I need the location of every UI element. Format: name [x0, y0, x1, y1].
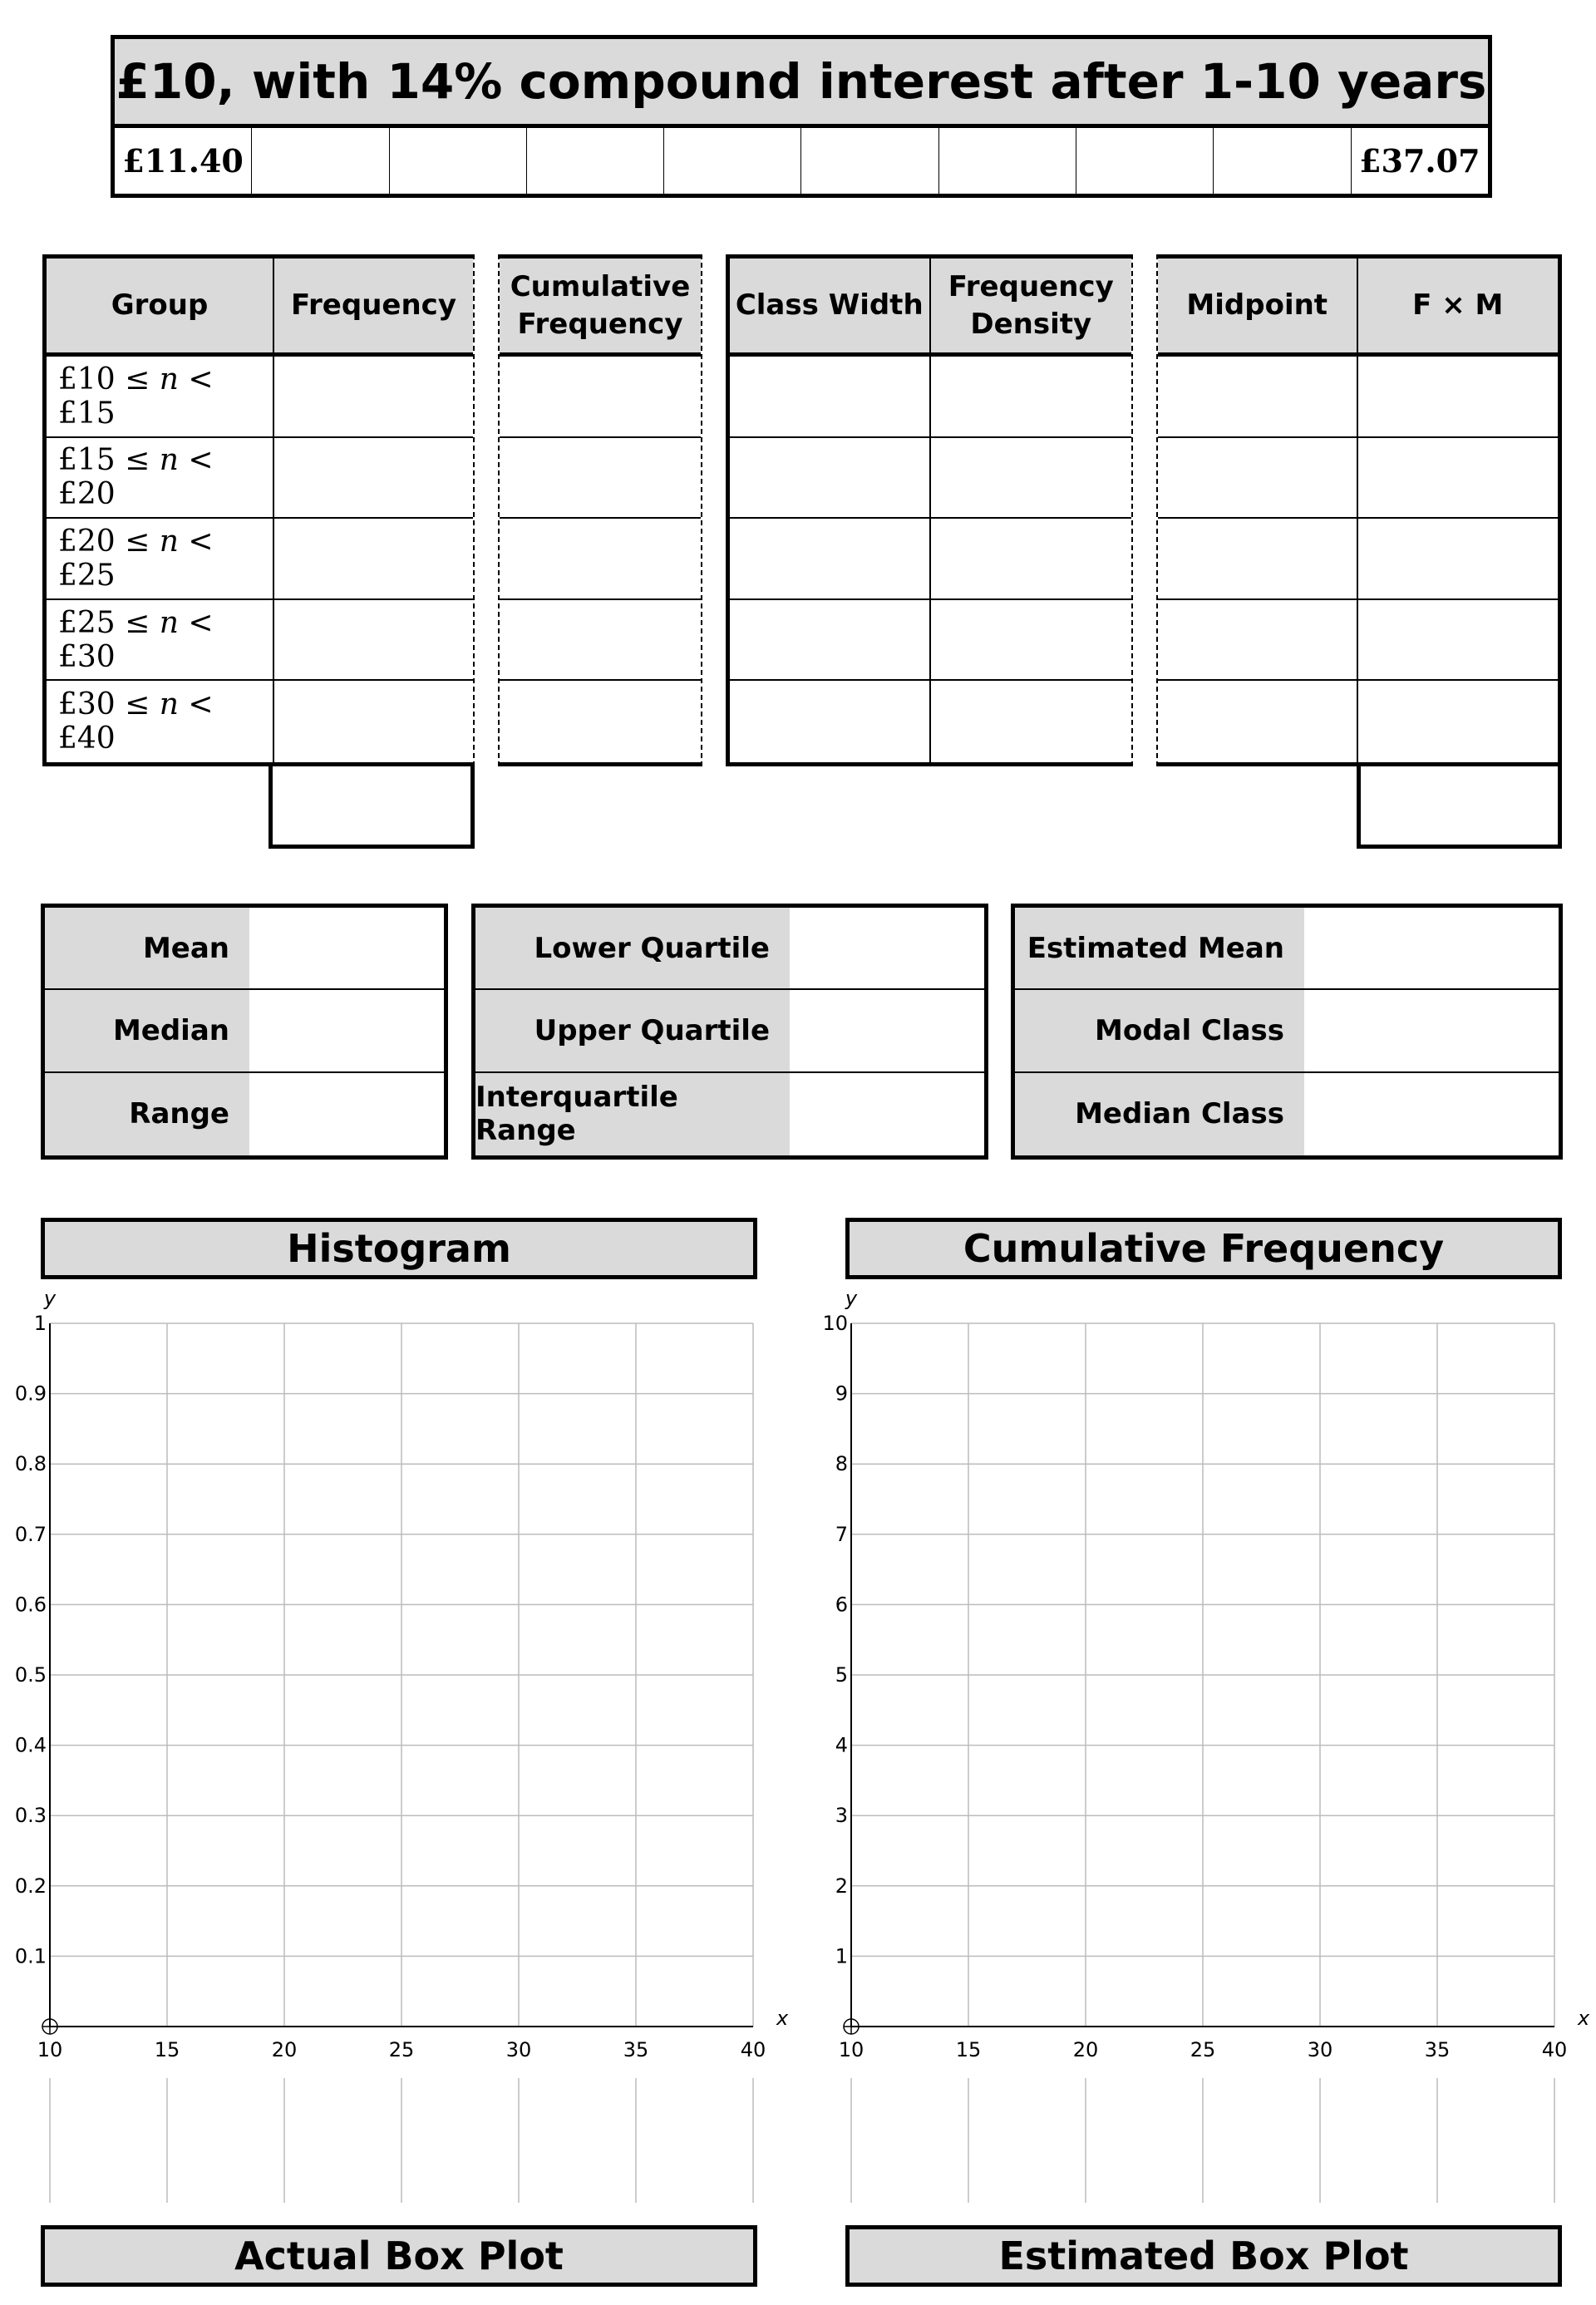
x-tick-label: 40 [1541, 2038, 1568, 2061]
stat-label-median: Median [45, 990, 249, 1072]
group-label: £20 ≤ 𝑛 < £25 [47, 519, 274, 600]
y-axis-label: y [845, 1287, 858, 1310]
stat-value-median[interactable] [249, 990, 444, 1072]
fxm-cell[interactable] [1358, 438, 1559, 520]
y-tick-label: 7 [835, 1522, 848, 1546]
y-tick-label: 0.4 [14, 1733, 47, 1757]
sequence-cell[interactable] [527, 128, 664, 194]
density-cell[interactable] [931, 681, 1132, 762]
y-tick-label: 1 [33, 1312, 47, 1335]
midpoint-cell[interactable] [1158, 519, 1358, 600]
header-frequency-density [931, 259, 1132, 357]
x-tick-label: 35 [1424, 2038, 1451, 2061]
y-tick-label: 5 [835, 1663, 848, 1687]
midpoint-cell[interactable] [1158, 438, 1358, 520]
histogram-title: Histogram [41, 1218, 757, 1279]
midpoint-cell[interactable] [1158, 600, 1358, 682]
sequence-cell[interactable] [939, 128, 1076, 194]
fxm-cell[interactable] [1358, 600, 1559, 682]
cumulative-cell[interactable] [500, 357, 701, 438]
header-midpoint: Midpoint [1158, 259, 1358, 357]
x-axis-label: x [1578, 2007, 1590, 2030]
fxm-cell[interactable] [1358, 681, 1559, 762]
y-tick-label: 0.6 [14, 1593, 47, 1617]
y-tick-label: 10 [822, 1312, 848, 1335]
stat-label-mean: Mean [45, 908, 249, 990]
header-class-width: Class Width [730, 259, 931, 357]
header-line: Frequency [948, 270, 1114, 304]
class-width-cell[interactable] [730, 681, 931, 762]
x-axis-label: x [776, 2007, 789, 2030]
header-line: Cumulative [510, 270, 691, 304]
y-tick-label: 6 [835, 1593, 848, 1617]
stat-value-estimated-mean[interactable] [1304, 908, 1559, 990]
class-width-cell[interactable] [730, 438, 931, 520]
stat-label-modal-class: Modal Class [1015, 990, 1304, 1072]
cumulative-cell[interactable] [500, 600, 701, 682]
y-tick-label: 9 [835, 1382, 848, 1406]
sequence-cell[interactable] [1214, 128, 1351, 194]
header-group: Group [47, 259, 274, 357]
stat-value-iqr[interactable] [790, 1073, 984, 1155]
cumulative-frequency-table [498, 254, 702, 766]
cumulative-cell[interactable] [500, 681, 701, 762]
y-tick-label: 0.9 [14, 1382, 47, 1406]
group-label: £15 ≤ 𝑛 < £20 [47, 438, 274, 520]
header-cumulative-frequency [500, 259, 701, 357]
x-tick-label: 25 [388, 2038, 415, 2061]
group-frequency-table [42, 254, 475, 766]
midpoint-cell[interactable] [1158, 681, 1358, 762]
stat-label-lower-quartile: Lower Quartile [475, 908, 790, 990]
stat-value-median-class[interactable] [1304, 1073, 1559, 1155]
y-tick-label: 8 [835, 1452, 848, 1476]
x-tick-label: 10 [838, 2038, 864, 2061]
class-width-cell[interactable] [730, 357, 931, 438]
stat-value-mean[interactable] [249, 908, 444, 990]
x-tick-label: 15 [154, 2038, 180, 2061]
actual-box-plot-title: Actual Box Plot [41, 2225, 757, 2287]
y-tick-label: 0.2 [14, 1874, 47, 1898]
y-tick-label: 3 [835, 1804, 848, 1828]
stat-label-iqr: Interquartile Range [475, 1073, 790, 1155]
stats-box-right [1011, 904, 1563, 1160]
x-tick-label: 30 [505, 2038, 532, 2061]
frequency-cell[interactable] [274, 357, 473, 438]
stat-value-upper-quartile[interactable] [790, 990, 984, 1072]
stat-label-median-class: Median Class [1015, 1073, 1304, 1155]
sequence-row [111, 128, 1492, 198]
stats-box-left [41, 904, 448, 1160]
histogram-chart[interactable] [0, 1280, 798, 2219]
frequency-total-box[interactable] [268, 762, 475, 849]
fxm-cell[interactable] [1358, 519, 1559, 600]
stat-value-lower-quartile[interactable] [790, 908, 984, 990]
estimated-box-plot-title: Estimated Box Plot [845, 2225, 1562, 2287]
y-tick-label: 1 [835, 1944, 848, 1968]
density-cell[interactable] [931, 600, 1132, 682]
y-tick-label: 0.5 [14, 1663, 47, 1687]
density-cell[interactable] [931, 519, 1132, 600]
midpoint-fxm-table [1156, 254, 1562, 766]
stat-value-range[interactable] [249, 1073, 444, 1155]
header-fxm: F × M [1358, 259, 1559, 357]
x-tick-label: 35 [623, 2038, 649, 2061]
x-tick-label: 30 [1307, 2038, 1333, 2061]
x-tick-label: 40 [740, 2038, 766, 2061]
density-cell[interactable] [931, 438, 1132, 520]
x-tick-label: 10 [37, 2038, 63, 2061]
density-cell[interactable] [931, 357, 1132, 438]
sequence-cell[interactable]: £11.40 [115, 128, 252, 194]
cumulative-frequency-chart[interactable] [798, 1280, 1596, 2219]
y-axis-label: y [43, 1287, 57, 1310]
sequence-cell[interactable] [390, 128, 527, 194]
header-frequency: Frequency [274, 259, 473, 357]
frequency-cell[interactable] [274, 600, 473, 682]
cumulative-cell[interactable] [500, 438, 701, 520]
y-tick-label: 0.1 [14, 1944, 47, 1968]
group-label: £30 ≤ 𝑛 < £40 [47, 681, 274, 762]
midpoint-cell[interactable] [1158, 357, 1358, 438]
group-label: £25 ≤ 𝑛 < £30 [47, 600, 274, 682]
x-tick-label: 15 [955, 2038, 982, 2061]
y-tick-label: 0.8 [14, 1452, 47, 1476]
fxm-total-box[interactable] [1357, 762, 1562, 849]
stat-label-range: Range [45, 1073, 249, 1155]
y-tick-label: 4 [835, 1733, 848, 1757]
fxm-cell[interactable] [1358, 357, 1559, 438]
sequence-cell[interactable] [801, 128, 938, 194]
y-tick-label: 0.7 [14, 1522, 47, 1546]
x-tick-label: 20 [271, 2038, 298, 2061]
sequence-cell[interactable] [252, 128, 389, 194]
stats-box-middle [471, 904, 988, 1160]
sequence-cell[interactable] [664, 128, 801, 194]
class-width-density-table [726, 254, 1133, 766]
y-tick-label: 2 [835, 1874, 848, 1898]
header-line: Frequency [517, 307, 683, 341]
frequency-cell[interactable] [274, 438, 473, 520]
x-tick-label: 20 [1072, 2038, 1099, 2061]
group-label: £10 ≤ 𝑛 < £15 [47, 357, 274, 438]
worksheet-title: £10, with 14% compound interest after 1-10 years [111, 35, 1492, 128]
class-width-cell[interactable] [730, 600, 931, 682]
stat-value-modal-class[interactable] [1304, 990, 1559, 1072]
stat-label-upper-quartile: Upper Quartile [475, 990, 790, 1072]
sequence-cell[interactable] [1076, 128, 1214, 194]
cumulative-frequency-title: Cumulative Frequency [845, 1218, 1562, 1279]
sequence-cell[interactable]: £37.07 [1359, 142, 1480, 180]
x-tick-label: 25 [1190, 2038, 1216, 2061]
cumulative-cell[interactable] [500, 519, 701, 600]
frequency-cell[interactable] [274, 519, 473, 600]
frequency-cell[interactable] [274, 681, 473, 762]
header-line: Density [970, 307, 1092, 341]
y-tick-label: 0.3 [14, 1804, 47, 1828]
class-width-cell[interactable] [730, 519, 931, 600]
stat-label-estimated-mean: Estimated Mean [1015, 908, 1304, 990]
